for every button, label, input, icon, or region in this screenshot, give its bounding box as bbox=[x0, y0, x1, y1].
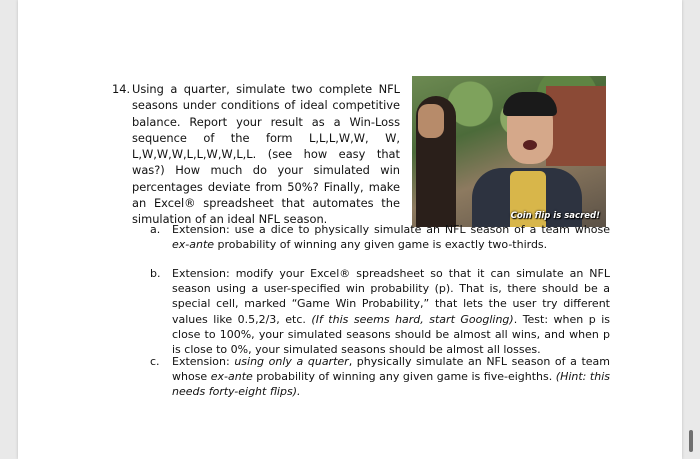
extension-text: Extension: use a dice to physically simulate an NFL season of a team whose ex-ante probability of winning any given game is exactly two-thirds. bbox=[172, 223, 610, 252]
extension-item-b bbox=[150, 266, 610, 357]
brick-wall bbox=[546, 86, 606, 166]
extension-item-c bbox=[150, 354, 610, 400]
extension-text: Extension: modify your Excel® spreadsheet so that it can simulate an NFL season using a user-specified win probability (p). That is, there should be a special cell, marked “Game Win Probability,” that lets the user try different values like 0.5,2/3, etc. (If this seems hard, start Googling). Test: when p is close to 100%, your simulated seasons should be almost all wins, and when p is close to 0%, your simulated seasons should be almost all losses. bbox=[172, 267, 610, 357]
person-mouth bbox=[523, 140, 537, 150]
left-person-face bbox=[418, 104, 444, 138]
scrollbar-thumb[interactable] bbox=[689, 430, 693, 452]
jesse-pinkman-photo bbox=[412, 76, 606, 227]
extension-marker: c. bbox=[150, 355, 160, 368]
question-number: 14. bbox=[112, 82, 131, 96]
extension-marker: b. bbox=[150, 267, 161, 280]
extension-text: Extension: using only a quarter, physically simulate an NFL season of a team whose ex-ante probability of winning any given game is five-eighths. (Hint: this needs forty-eight flips). bbox=[172, 355, 610, 399]
beanie-hat bbox=[503, 92, 557, 116]
photo-caption: Coin flip is sacred! bbox=[510, 211, 600, 221]
extension-item-a bbox=[150, 222, 610, 252]
question-text: Using a quarter, simulate two complete NFL seasons under conditions of ideal competitive balance. Report your result as a Win-Loss sequence of the form L,L,L,W,W, W, L,W,W,W,L,L,W,W,L,L. (see how easy that was?) How much do your simulated win percentages deviate from 50%? Finally, make an Excel® spreadsheet that automates the simulation of an ideal NFL season. bbox=[132, 82, 400, 227]
extension-marker: a. bbox=[150, 223, 161, 236]
